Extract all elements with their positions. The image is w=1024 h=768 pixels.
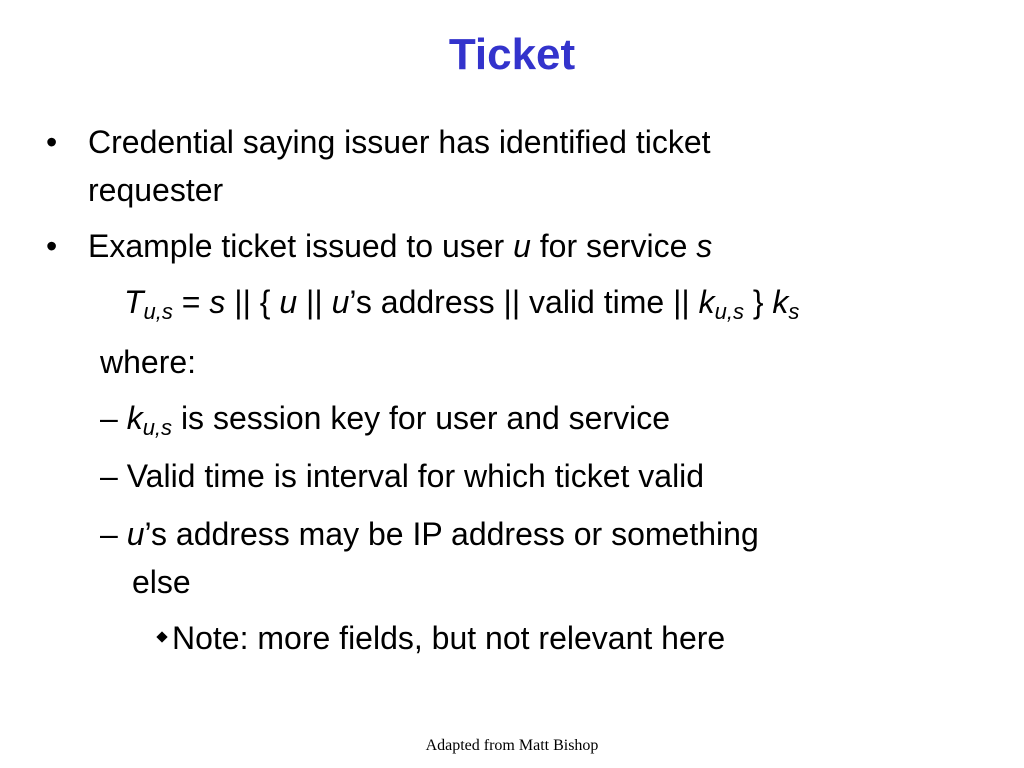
formula-addr: ’s address || valid time || xyxy=(349,284,699,320)
formula-u1: u xyxy=(279,284,298,320)
sub-item-1-k-sub: u,s xyxy=(142,415,173,440)
ticket-formula xyxy=(124,282,799,322)
formula-close: } xyxy=(743,284,773,320)
sub-item-1 xyxy=(100,398,670,438)
sub-item-2-text: Valid time is interval for which ticket valid xyxy=(126,458,705,494)
bullet-1-line-2: requester xyxy=(88,172,224,208)
slide-title: Ticket xyxy=(448,30,576,79)
formula-T: T xyxy=(124,284,144,320)
sub-item-3-text: ’s address may be IP address or something xyxy=(144,516,759,552)
bullet-2-mid: for service xyxy=(530,228,697,264)
sub-item-3 xyxy=(100,514,759,554)
dash-marker: – xyxy=(100,458,127,494)
formula-k2: k xyxy=(772,284,789,320)
formula-u2: u xyxy=(331,284,350,320)
bullet-dot-icon: • xyxy=(46,228,58,264)
sub-item-3-line-2: else xyxy=(132,564,191,600)
formula-eq: = xyxy=(172,284,210,320)
formula-sep2: || xyxy=(297,284,332,320)
bullet-1-line-1: Credential saying issuer has identified ticket xyxy=(88,124,711,160)
formula-T-sub: u,s xyxy=(143,299,173,324)
formula-k-sub: u,s xyxy=(714,299,744,324)
bullet-2-text xyxy=(88,226,712,266)
sub-item-3-u: u xyxy=(126,516,145,552)
formula-s: s xyxy=(209,284,226,320)
formula-sep1: || { xyxy=(225,284,280,320)
note-text: Note: more fields, but not relevant here xyxy=(172,620,726,656)
slide-footer: Adapted from Matt Bishop xyxy=(425,737,599,754)
dash-marker: – xyxy=(100,400,127,436)
sub-item-2 xyxy=(100,456,704,496)
formula-k: k xyxy=(698,284,715,320)
bullet-dot-icon: • xyxy=(46,124,58,160)
diamond-icon xyxy=(156,631,167,642)
where-label: where: xyxy=(100,344,197,380)
bullet-2-pre: Example ticket issued to user xyxy=(88,228,514,264)
dash-marker: – xyxy=(100,516,127,552)
bullet-2-user: u xyxy=(513,228,531,264)
formula-k2-sub: s xyxy=(788,299,800,324)
sub-item-1-k: k xyxy=(126,400,143,436)
note-item xyxy=(156,618,725,658)
sub-item-1-text: is session key for user and service xyxy=(172,400,671,436)
bullet-2-service: s xyxy=(696,228,713,264)
